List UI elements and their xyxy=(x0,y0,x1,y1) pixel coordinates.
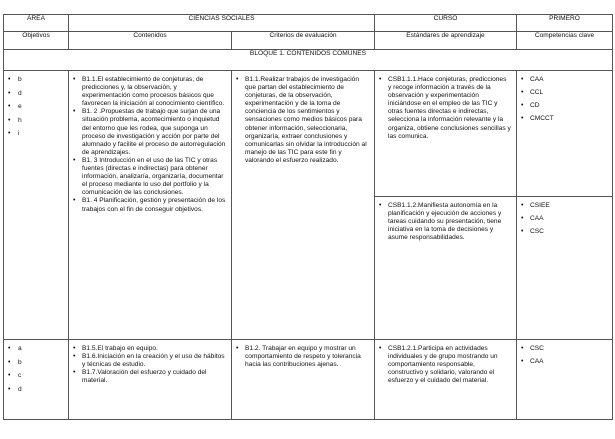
header-row xyxy=(4,15,613,32)
list-item: • b xyxy=(8,76,66,83)
competencias-list xyxy=(521,76,610,122)
section1-estandares-a xyxy=(375,71,517,197)
list-item: • CSC xyxy=(521,345,610,352)
area-label: ÁREA xyxy=(4,15,69,32)
section2-objetivos xyxy=(4,340,69,420)
list-item: • CCL xyxy=(521,89,610,96)
col-estandares: Estándares de aprendizaje xyxy=(375,32,517,50)
list-item: • CAA xyxy=(521,215,610,222)
list-item: • CMCCT xyxy=(521,115,610,122)
list-item: • d xyxy=(8,386,66,393)
list-item: • b xyxy=(8,359,66,366)
criterios-list xyxy=(236,345,369,369)
list-item: • CAA xyxy=(521,358,610,365)
list-item: • i xyxy=(8,130,66,137)
col-contenidos: Contenidos xyxy=(69,32,232,50)
list-item: • B1.1.Realizar trabajos de investigación que partan del establecimiento de conjeturas, de la observación, experimentación y de la toma de conciencia de los sentimientos y sensaciones como medios básicos para obtener información, seleccionaria, organizaría, extraer conclusiones y comunicarlas sin olvidar la introducción al manejo de las TIC para este fin y valorando el esfuerzo realizado. xyxy=(236,76,369,165)
list-item: • c xyxy=(8,372,66,379)
competencias-list xyxy=(521,345,610,365)
section2-competencias xyxy=(517,340,613,420)
objetivos-list xyxy=(8,345,66,393)
estandares-list xyxy=(379,202,511,242)
contenidos-list xyxy=(73,76,226,214)
section2-row xyxy=(4,340,613,420)
objetivos-list xyxy=(8,76,66,137)
competencias-list xyxy=(521,202,610,235)
list-item: • B1.7.Valoración del esfuerzo y cuidado del material. xyxy=(73,369,226,385)
course-label: CURSO xyxy=(375,15,517,32)
list-item: • CSB1.1.1.Hace conjeturas, predicciones y recoge información a través de la observación y experimentación iniciándose en el empleo de las TIC y otras fuentes directas e indirectas, selecciona la información relevante y la organiza, obtiene conclusiones sencillas y las comunica. xyxy=(379,76,511,141)
curriculum-table xyxy=(3,14,613,420)
list-item: • B1.6.Iniciación en la creación y el uso de hábitos y técnicas de estudio. xyxy=(73,353,226,369)
section1-estandares-b xyxy=(375,197,517,340)
section1-objetivos xyxy=(4,71,69,340)
area-value: CIENCIAS SOCIALES xyxy=(69,15,375,32)
section1-row-a xyxy=(4,71,613,197)
list-item: • e xyxy=(8,103,66,110)
contenidos-list xyxy=(73,345,226,385)
list-item: • CSIEE xyxy=(521,202,610,209)
section1-competencias-b xyxy=(517,197,613,340)
column-header-row xyxy=(4,32,613,50)
list-item: • d xyxy=(8,90,66,97)
list-item: • CAA xyxy=(521,76,610,83)
estandares-list xyxy=(379,76,511,141)
section2-contenidos xyxy=(69,340,232,420)
list-item: • B1.2. Trabajar en equipo y mostrar un comportamiento de respeto y tolerancia hacia las contribuciones ajenas. xyxy=(236,345,369,369)
list-item: • B1. 4 Planificación, gestión y presentación de los trabajos con el fin de conseguir objetivos. xyxy=(73,197,226,213)
block-row xyxy=(4,50,613,71)
list-item: • CSB1.2.1.Participa en actividades individuales y de grupo mostrando un comportamiento responsable, constructivo y solidario, valorando el esfuerzo y el cuidado del material. xyxy=(379,345,511,385)
list-item: • CSB1.1.2.Manifiesta autonomía en la planificación y ejecución de acciones y tareas cuidando su presentación, tiene iniciativa en la toma de decisiones y asume responsabilidades. xyxy=(379,202,511,242)
section2-criterios xyxy=(232,340,375,420)
list-item: • B1.5.El trabajo en equipo. xyxy=(73,345,226,353)
course-value: PRIMERO xyxy=(517,15,613,32)
list-item: • B1.1.El establecimiento de conjeturas, de predicciones y, la observación, y experimentación como procesos básicos que favorecen la iniciación al conocimiento científico. xyxy=(73,76,226,108)
col-objetivos: Objetivos xyxy=(4,32,69,50)
section1-criterios xyxy=(232,71,375,340)
col-competencias: Competencias clave xyxy=(517,32,613,50)
section1-competencias-a xyxy=(517,71,613,197)
list-item: • a xyxy=(8,345,66,352)
list-item: • B1. 3 Introducción en el uso de las TIC y otras fuentes (directas e indirectas) para obtener información, analizaría, organizaría, documentar el proceso mediante lo uso del portfolio y la comunicación de las conclusiones. xyxy=(73,157,226,197)
list-item: • CSC xyxy=(521,228,610,235)
list-item: • CD xyxy=(521,102,610,109)
col-criterios: Criterios de evaluación xyxy=(232,32,375,50)
section1-contenidos xyxy=(69,71,232,340)
estandares-list xyxy=(379,345,511,385)
list-item: • h xyxy=(8,117,66,124)
block-title: BLOQUE 1. CONTENIDOS COMUNES xyxy=(4,50,613,71)
criterios-list xyxy=(236,76,369,165)
section2-estandares xyxy=(375,340,517,420)
list-item: • B1. 2 .Propuestas de trabajo que surjan de una situación problema, acontecimiento o inquietud del entorno que les rodea, que suponga un proceso de investigación y acción por parte del alumnado y facilite el proceso de autorregulación de aprendizajes. xyxy=(73,108,226,157)
